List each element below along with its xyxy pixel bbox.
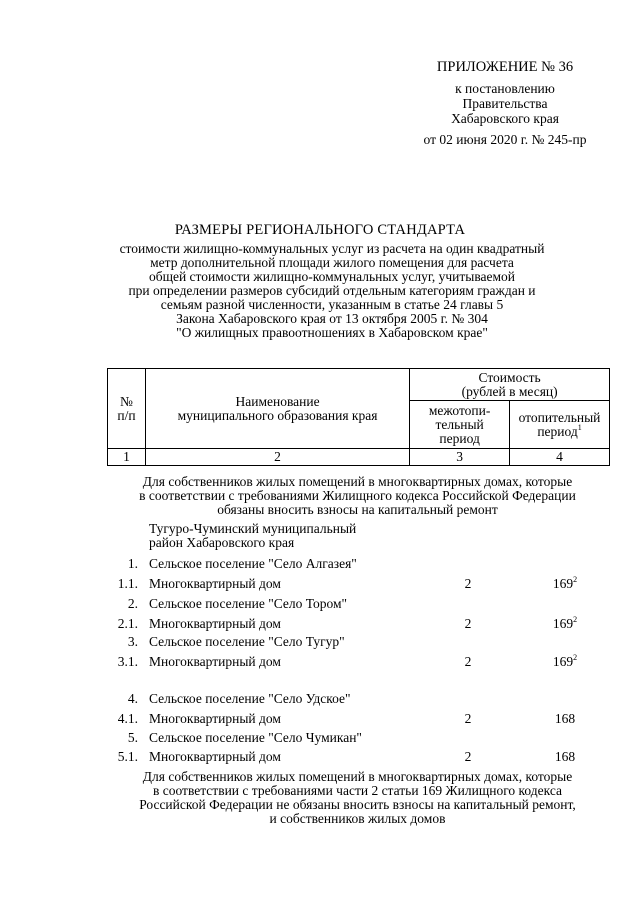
table-header xyxy=(107,368,610,466)
section-line: Российской Федерации не обязаны вносить взносы на капитальный ремонт, xyxy=(139,797,576,812)
footnote-ref: 1 xyxy=(577,422,582,432)
table-row xyxy=(0,634,640,650)
header-offheating-label: период xyxy=(439,430,480,446)
header-num-cell xyxy=(108,369,146,449)
table-row xyxy=(0,576,640,592)
appendix-line: Хабаровского края xyxy=(451,111,559,126)
row-number: 2. xyxy=(127,596,138,611)
subtitle-line: "О жилищных правоотношениях в Хабаровском крае" xyxy=(176,325,488,340)
row-name: Сельское поселение "Село Тором" xyxy=(149,596,348,611)
table-row xyxy=(0,730,640,746)
appendix-line: от 02 июня 2020 г. № 245-пр xyxy=(423,132,587,147)
row-heating-value: $169^2$ xyxy=(552,653,578,669)
section-line: в соответствии с требованиями части 2 статьи 169 Жилищного кодекса xyxy=(152,783,562,798)
row-number: 2.1. xyxy=(117,616,138,631)
row-number: 1. xyxy=(127,556,138,571)
column-number: 4 xyxy=(510,449,610,466)
subtitle-line: Закона Хабаровского края от 13 октября 2005 г. № 304 xyxy=(176,311,488,326)
section-line: в соответствии с требованиями Жилищного кодекса Российской Федерации xyxy=(139,488,576,503)
section-line: Для собственников жилых помещений в многоквартирных домах, которые xyxy=(142,769,573,784)
row-name: Многоквартирный дом xyxy=(149,749,281,764)
footnote-ref: 2 xyxy=(573,653,578,662)
subtitle-line: общей стоимости жилищно-коммунальных услуг, учитываемой xyxy=(148,269,516,284)
row-offheating-value: 2 xyxy=(464,711,472,726)
subtitle-line: метр дополнительной площади жилого помещения для расчета xyxy=(150,255,514,270)
district-line: Тугуро-Чуминский муниципальный xyxy=(149,521,357,536)
header-cost-label: (рублей в месяц) xyxy=(461,383,558,399)
header-name-label: муниципального образования края xyxy=(177,407,378,423)
section-line: и собственников жилых домов xyxy=(269,811,446,826)
appendix-line: к постановлению xyxy=(455,81,555,96)
row-name: Многоквартирный дом xyxy=(149,616,281,631)
document-title: РАЗМЕРЫ РЕГИОНАЛЬНОГО СТАНДАРТА xyxy=(174,222,466,238)
section-line: обязаны вносить взносы на капитальный ремонт xyxy=(217,502,498,517)
appendix-line: Правительства xyxy=(462,96,548,111)
footnote-ref: 2 xyxy=(573,615,578,624)
header-cost-cell xyxy=(410,369,610,401)
row-offheating-value: 2 xyxy=(464,576,472,591)
header-heating-label: период$^1$ xyxy=(537,422,582,439)
row-name: Сельское поселение "Село Удское" xyxy=(149,691,351,706)
footnote-ref: 2 xyxy=(573,575,578,584)
row-name: Сельское поселение "Село Чумикан" xyxy=(149,730,362,745)
section-line: Для собственников жилых помещений в многоквартирных домах, которые xyxy=(142,474,573,489)
row-offheating-value: 2 xyxy=(464,654,472,669)
row-name: Многоквартирный дом xyxy=(149,576,281,591)
row-number: 4.1. xyxy=(117,711,138,726)
column-number: 1 xyxy=(108,449,146,466)
row-name: Сельское поселение "Село Алгазея" xyxy=(149,556,357,571)
row-offheating-value: 2 xyxy=(464,749,472,764)
table-row xyxy=(0,749,640,765)
header-heating-cell xyxy=(510,401,610,449)
row-name: Многоквартирный дом xyxy=(149,654,281,669)
row-heating-value: $169^2$ xyxy=(552,575,578,591)
district-line: район Хабаровского края xyxy=(149,535,295,550)
header-offheating-label: межотопи- xyxy=(428,402,491,418)
row-name: Сельское поселение "Село Тугур" xyxy=(149,634,345,649)
district-name xyxy=(149,522,356,550)
row-name: Многоквартирный дом xyxy=(149,711,281,726)
subtitle-line: стоимости жилищно-коммунальных услуг из расчета на один квадратный xyxy=(119,241,545,256)
appendix-title: ПРИЛОЖЕНИЕ № 36 xyxy=(436,59,574,75)
row-heating-value: $169^2$ xyxy=(552,615,578,631)
header-offheating-cell xyxy=(410,401,510,449)
header-heating-label: отопительный xyxy=(518,409,601,425)
header-cost-label: Стоимость xyxy=(478,369,541,385)
subtitle-line: при определении размеров субсидий отдельным категориям граждан и xyxy=(128,283,536,298)
header-offheating-label: тельный xyxy=(435,416,484,432)
header-name-cell xyxy=(145,369,409,449)
header-num-label: № xyxy=(120,393,133,409)
table-row xyxy=(0,711,640,727)
table-row xyxy=(0,616,640,632)
appendix-block xyxy=(400,60,610,147)
row-number: 4. xyxy=(127,691,138,706)
table-row xyxy=(0,654,640,670)
column-number: 3 xyxy=(410,449,510,466)
table-row xyxy=(0,691,640,707)
row-heating-value: 168 xyxy=(554,749,576,764)
row-number: 3. xyxy=(127,634,138,649)
row-heating-value: 168 xyxy=(554,711,576,726)
row-number: 1.1. xyxy=(117,576,138,591)
row-offheating-value: 2 xyxy=(464,616,472,631)
header-num-label: п/п xyxy=(117,407,136,423)
column-number: 2 xyxy=(145,449,409,466)
section-heading-2 xyxy=(100,770,615,826)
section-heading-1 xyxy=(100,475,615,517)
row-number: 5. xyxy=(127,730,138,745)
row-number: 3.1. xyxy=(117,654,138,669)
document-subtitle xyxy=(92,242,572,340)
subtitle-line: семьям разной численности, указанным в статье 24 главы 5 xyxy=(160,297,504,312)
table-row xyxy=(0,556,640,572)
header-name-label: Наименование xyxy=(235,393,320,409)
row-number: 5.1. xyxy=(117,749,138,764)
table-row xyxy=(0,596,640,612)
